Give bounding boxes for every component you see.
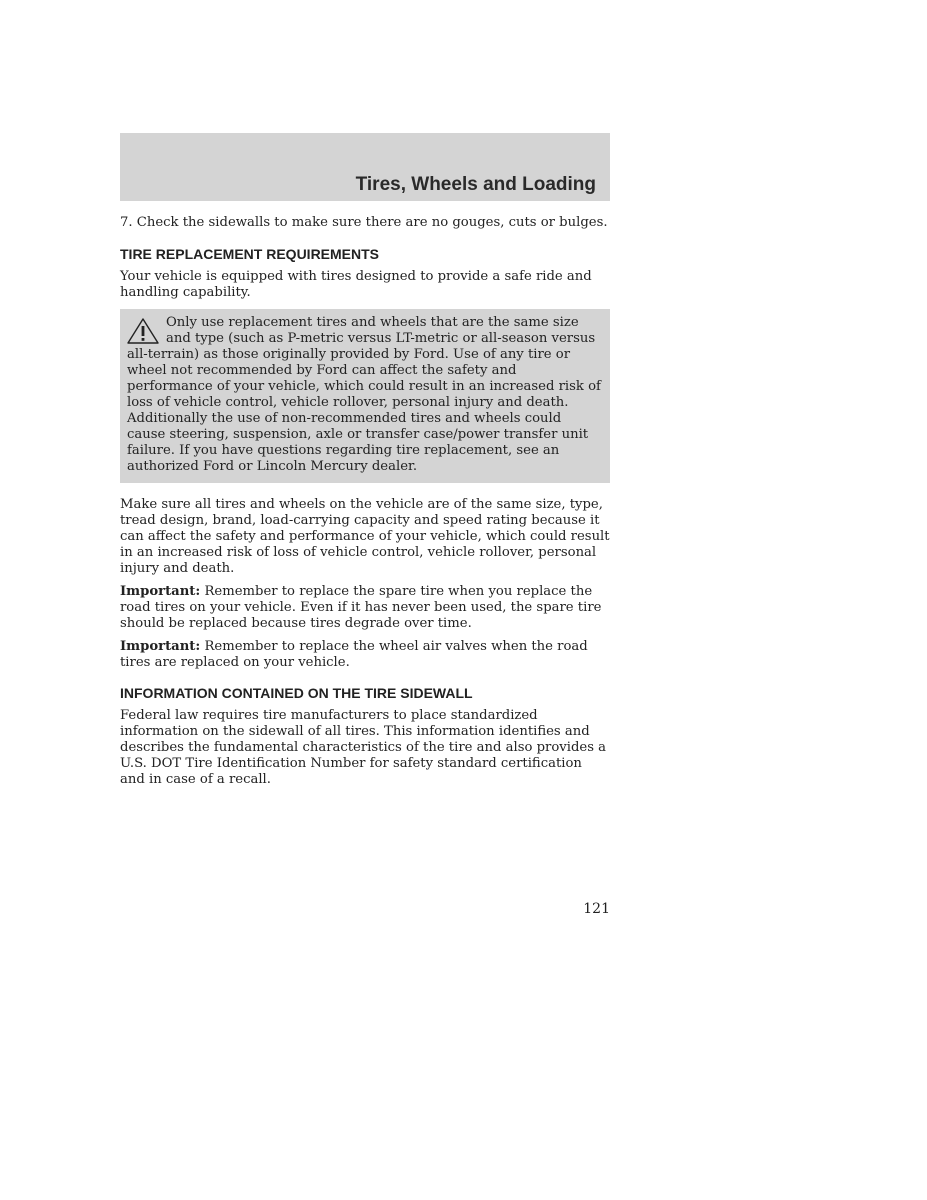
replacement-intro: Your vehicle is equipped with tires designed to provide a safe ride and handling capability. — [120, 269, 592, 300]
section-header-bar — [120, 133, 610, 201]
page-content — [120, 215, 610, 788]
sidewall-heading: INFORMATION CONTAINED ON THE TIRE SIDEWALL — [120, 685, 473, 701]
replacement-heading: TIRE REPLACEMENT REQUIREMENTS — [120, 246, 380, 262]
important-label: Important: — [120, 639, 201, 654]
important-spare-tire-text: Remember to replace the spare tire when you replace the road tires on your vehicle. Even if it has never been used, the spare tire should be replaced because tires degrade over time. — [120, 584, 602, 631]
important-air-valves-text: Remember to replace the wheel air valves when the road tires are replaced on your vehicle. — [120, 639, 588, 670]
warning-text: Only use replacement tires and wheels that are the same size and type (such as P-metric versus LT-metric or all-season versus all-terrain) as those originally provided by Ford. Use of any tire or wheel not recommended by Ford can affect the safety and performance of your vehicle, which could result in an increased risk of loss of vehicle control, vehicle rollover, personal injury and death. Additionally the use of non-recommended tires and wheels could cause steering, suspension, axle or transfer case/power transfer unit failure. If you have questions regarding tire replacement, see an authorized Ford or Lincoln Mercury dealer. — [127, 315, 601, 474]
important-air-valves-paragraph — [120, 639, 610, 671]
warning-box — [120, 309, 610, 483]
important-label: Important: — [120, 584, 201, 599]
warning-triangle-icon — [126, 317, 160, 345]
section-title: Tires, Wheels and Loading — [355, 174, 596, 195]
same-size-paragraph: Make sure all tires and wheels on the vehicle are of the same size, type, tread design, brand, load-carrying capacity and speed rating because it can affect the safety and performance of your vehicle, which could result in an increased risk of loss of vehicle control, vehicle rollover, personal injury and death. — [120, 497, 610, 576]
page-number: 121 — [583, 901, 610, 917]
sidewall-body: Federal law requires tire manufacturers to place standardized information on the sidewall of all tires. This information identifies and describes the fundamental characteristics of the tire and also provides a U.S. DOT Tire Identification Number for safety standard certification and in case of a recall. — [120, 708, 607, 787]
check-step-text: 7. Check the sidewalls to make sure there are no gouges, cuts or bulges. — [120, 215, 608, 230]
important-spare-tire-paragraph — [120, 584, 610, 632]
